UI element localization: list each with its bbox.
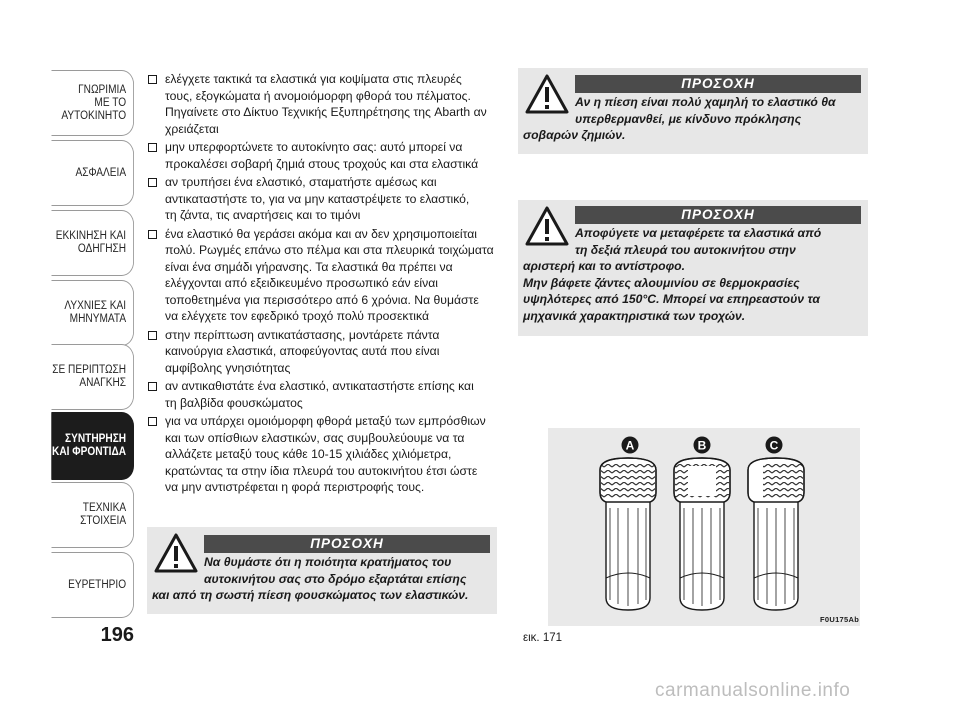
warning-text-continued xyxy=(523,127,625,144)
warning-line: τη δεξιά πλευρά του αυτοκινήτου στην xyxy=(575,242,796,257)
bullet-line: αλλάζετε μεταξύ τους κάθε 10-15 χιλιάδες χιλιόμετρα, xyxy=(165,447,452,461)
warning-text-continued xyxy=(523,258,820,324)
tyre-c-illustration xyxy=(748,458,804,610)
tab-label-line: ΣΕ ΠΕΡΙΠΤΩΣΗ xyxy=(52,364,127,376)
list-item xyxy=(147,226,502,325)
bullet-line: τοποθετημένα για περισσότερο από 6 χρόνια. Να θυμάστε xyxy=(165,292,479,307)
warning-line: μηχανικά χαρακτηριστικά των τροχών. xyxy=(523,308,746,323)
list-item xyxy=(147,174,502,224)
checkbox-bullet-icon xyxy=(148,178,157,187)
tab-label-line: ΣΥΝΤΗΡΗΣΗ xyxy=(65,433,127,445)
warning-text xyxy=(204,554,466,587)
checkbox-bullet-icon xyxy=(148,382,157,391)
figure-caption: εικ. 171 xyxy=(523,632,563,644)
bullet-line: πολύ. Ρωγμές επάνω στο πέλμα και στα πλευρικά τοιχώματα xyxy=(165,243,494,257)
figure-code: F0U175Ab xyxy=(820,615,860,624)
tyre-wear-illustration xyxy=(548,428,860,626)
tab-label-line: ΓΝΩΡΙΜΙΑ xyxy=(78,83,127,96)
tab-maintenance-care[interactable] xyxy=(51,412,134,480)
warning-header: ΠΡΟΣΟΧΗ xyxy=(204,535,490,553)
tab-label-line: ΕΚΚΙΝΗΣΗ ΚΑΙ xyxy=(55,230,127,242)
bullet-list xyxy=(147,71,502,498)
tab-label-line: ΛΥΧΝΙΕΣ ΚΑΙ xyxy=(64,300,127,312)
bullet-line: προκαλέσει σοβαρή ζημιά στους τροχούς και στα ελαστικά xyxy=(165,156,479,171)
tab-warning-lights[interactable] xyxy=(51,280,134,346)
warning-box-tyre-rotation xyxy=(518,200,868,336)
page-number: 196 xyxy=(100,624,134,646)
tab-safety[interactable] xyxy=(51,140,134,206)
warning-line: Μην βάφετε ζάντες αλουμινίου σε θερμοκρασίες xyxy=(523,275,800,290)
bullet-line: είναι ένα σημάδι γήρανσης. Τα ελαστικά θα πρέπει να xyxy=(165,259,453,274)
tab-technical-data[interactable] xyxy=(51,482,134,548)
tyre-wear-figure xyxy=(548,428,860,626)
bullet-line: να ελέγχετε τον εφεδρικό τροχό πολύ προσεκτικά xyxy=(165,309,429,323)
warning-line: αυτοκινήτου σας στο δρόμο εξαρτάται επίσης xyxy=(204,571,467,586)
warning-line: αριστερή και το αντίστροφο. xyxy=(523,259,686,273)
warning-line: υπερθερμανθεί, με κίνδυνο πρόκλησης xyxy=(575,111,802,126)
warning-box-low-pressure xyxy=(518,68,868,154)
warning-header: ΠΡΟΣΟΧΗ xyxy=(575,206,861,224)
bullet-line: αν αντικαθιστάτε ένα ελαστικό, αντικαταστήστε επίσης και xyxy=(165,379,474,393)
bullet-line: για να υπάρχει ομοιόμορφη φθορά μεταξύ των εμπρόσθιων xyxy=(165,414,486,428)
warning-text xyxy=(575,225,821,258)
bullet-line: αντικαταστήστε το, για να μην καταστρέψετε το ελαστικό, xyxy=(165,191,470,206)
tab-getting-to-know[interactable] xyxy=(51,70,134,136)
warning-line: και από τη σωστή πίεση φουσκώματος των ελαστικών. xyxy=(152,588,469,602)
warning-text xyxy=(575,94,836,127)
list-item xyxy=(147,378,502,411)
bullet-line: αν τρυπήσει ένα ελαστικό, σταματήστε αμέσως και xyxy=(165,175,437,189)
tyre-b-illustration xyxy=(674,458,730,610)
tab-label-line: ΜΕ ΤΟ xyxy=(94,96,127,109)
tab-emergency[interactable] xyxy=(51,344,134,410)
list-item xyxy=(147,139,502,172)
checkbox-bullet-icon xyxy=(148,230,157,239)
bullet-line: αμφίβολης γνησιότητας xyxy=(165,360,291,375)
bullet-line: ελέγχονται από εξειδικευμένο προσωπικό εάν είναι xyxy=(165,276,438,290)
bullet-line: τους, εξογκώματα ή ανομοιόμορφη φθορά του πέλματος. xyxy=(165,88,471,103)
bullet-line: να μην αντιστρέφεται η φορά περιστροφής τους. xyxy=(165,480,425,494)
warning-triangle-icon xyxy=(525,74,569,114)
warning-text-continued xyxy=(152,587,468,604)
warning-line: Αν η πίεση είναι πολύ χαμηλή το ελαστικό θα xyxy=(575,95,836,109)
tab-label-line: ΕΥΡΕΤΗΡΙΟ xyxy=(68,578,127,591)
tab-label-line: ΑΝΑΓΚΗΣ xyxy=(79,377,127,389)
warning-line: Αποφύγετε να μεταφέρετε τα ελαστικά από xyxy=(575,226,822,240)
tab-starting-driving[interactable] xyxy=(51,210,134,276)
tab-label-line: ΑΣΦΑΛΕΙΑ xyxy=(75,166,127,179)
list-item xyxy=(147,413,502,496)
bullet-line: τη ζάντα, τις αναρτήσεις και το τιμόνι xyxy=(165,208,361,222)
bullet-line: στην περίπτωση αντικατάστασης, μοντάρετε πάντα xyxy=(165,327,440,342)
bullet-line: ελέγχετε τακτικά τα ελαστικά για κοψίματα στις πλευρές xyxy=(165,72,462,86)
bullet-line: καινούργια ελαστικά, αποφεύγοντας αυτά που είναι xyxy=(165,344,440,358)
warning-triangle-icon xyxy=(525,206,569,246)
warning-line: υψηλότερες από 150°C. Μπορεί να επηρεαστούν τα xyxy=(523,292,820,306)
watermark: carmanualsonline.info xyxy=(655,680,851,701)
bullet-line: μην υπερφορτώνετε το αυτοκίνητο σας: αυτό μπορεί να xyxy=(165,140,463,154)
warning-triangle-icon xyxy=(154,533,198,573)
tab-label-line: ΚΑΙ ΦΡΟΝΤΙΔΑ xyxy=(52,446,127,458)
warning-header: ΠΡΟΣΟΧΗ xyxy=(575,75,861,93)
tyre-a-illustration xyxy=(600,458,656,610)
bullet-line: και των οπίσθιων ελαστικών, σας συμβουλεύουμε να τα xyxy=(165,430,465,445)
tab-label-line: ΣΤΟΙΧΕΙΑ xyxy=(80,515,127,527)
label-c-text: C xyxy=(769,438,779,453)
tab-label-line: ΤΕΧΝΙΚΑ xyxy=(82,502,127,514)
list-item xyxy=(147,327,502,377)
checkbox-bullet-icon xyxy=(148,143,157,152)
bullet-line: τη βαλβίδα φουσκώματος xyxy=(165,395,303,410)
tab-label-line: ΟΔΗΓΗΣΗ xyxy=(77,243,127,255)
checkbox-bullet-icon xyxy=(148,331,157,340)
bullet-line: χρειάζεται xyxy=(165,121,219,136)
checkbox-bullet-icon xyxy=(148,75,157,84)
checkbox-bullet-icon xyxy=(148,417,157,426)
warning-line: σοβαρών ζημιών. xyxy=(523,128,626,142)
tab-index[interactable] xyxy=(51,552,134,618)
warning-box-tyre-pressure xyxy=(147,527,497,614)
list-item xyxy=(147,71,502,137)
tab-label-line: ΜΗΝΥΜΑΤΑ xyxy=(69,313,127,325)
bullet-line: κρατώντας τα στην ίδια πλευρά του αυτοκινήτου έτσι ώστε xyxy=(165,463,478,478)
bullet-line: ένα ελαστικό θα γεράσει ακόμα και αν δεν χρησιμοποιείται xyxy=(165,226,478,241)
bullet-line: Πηγαίνετε στο Δίκτυο Τεχνικής Εξυπηρέτησης της Abarth αν xyxy=(165,105,487,119)
label-a-text: A xyxy=(625,438,635,453)
label-b-text: B xyxy=(697,438,707,453)
tab-label-line: ΑΥΤΟΚΙΝΗΤΟ xyxy=(61,109,127,122)
warning-line: Να θυμάστε ότι η ποιότητα κρατήματος του xyxy=(204,555,452,569)
